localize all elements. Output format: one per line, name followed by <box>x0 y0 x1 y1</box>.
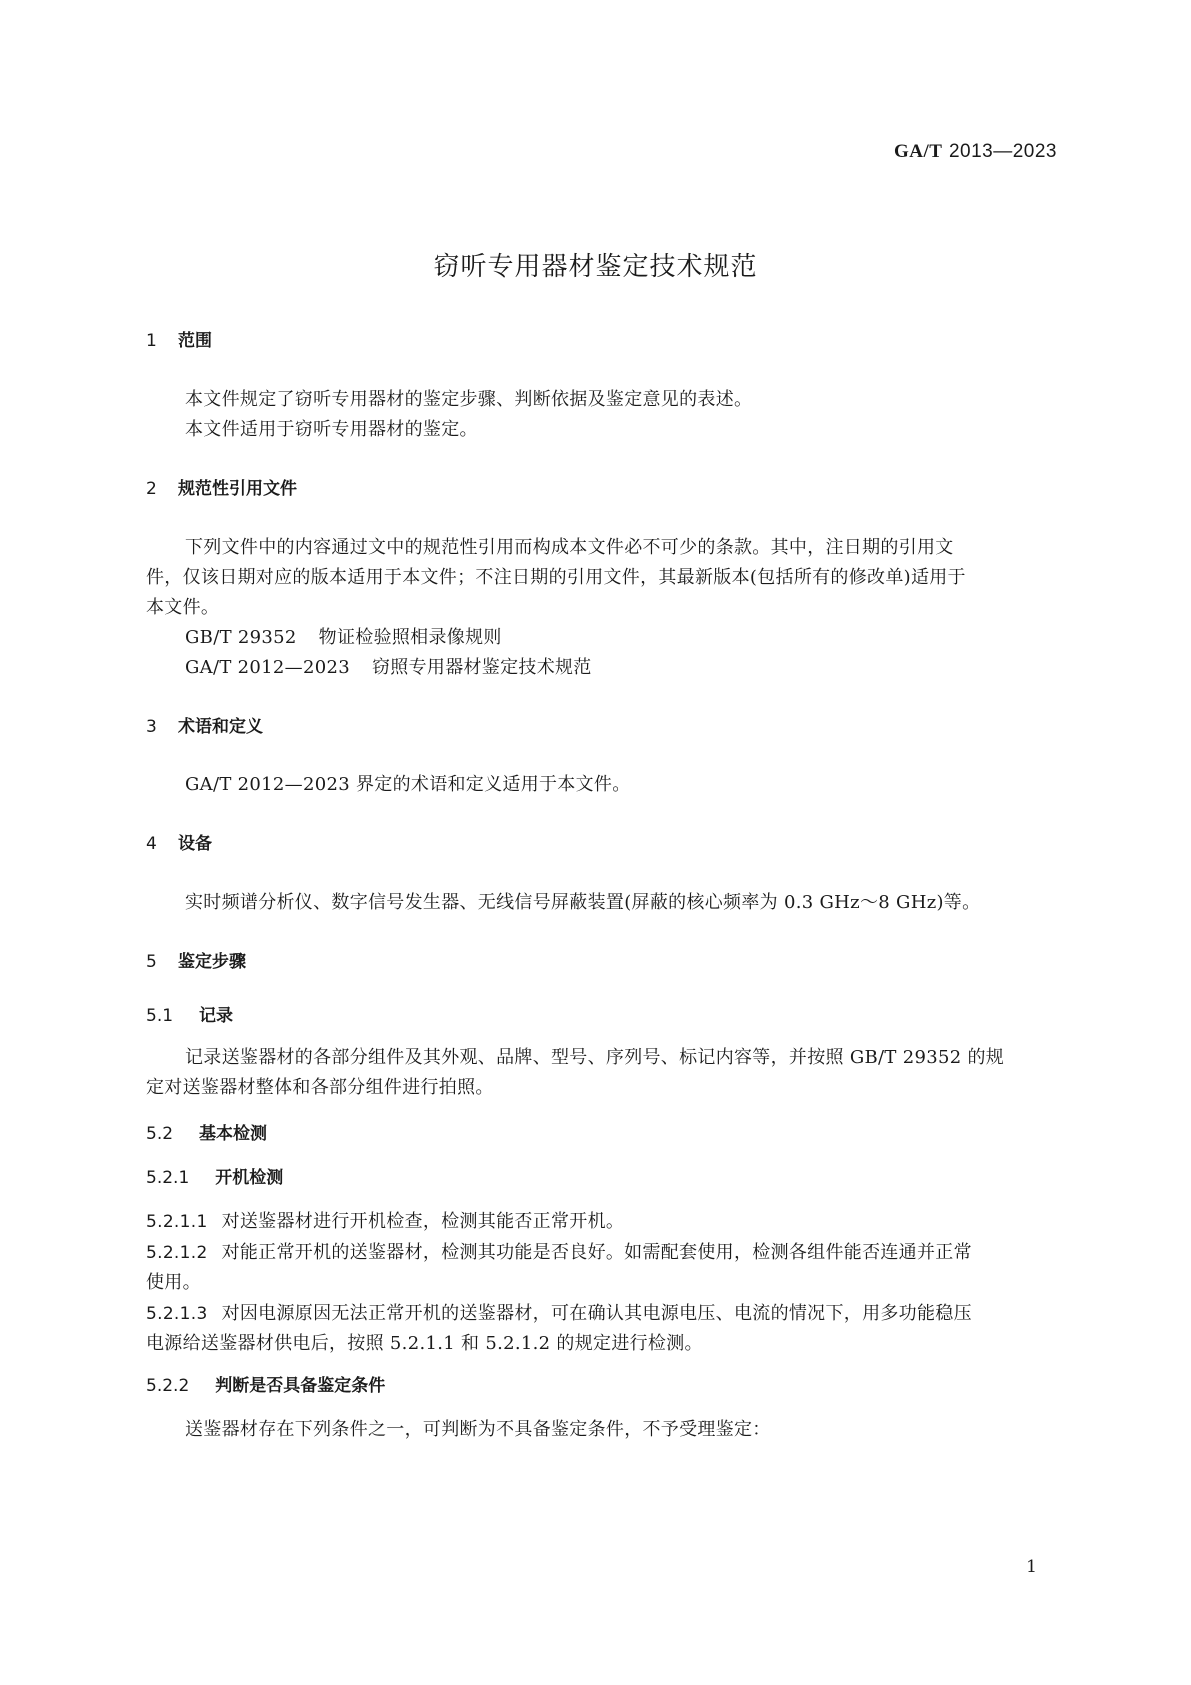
section-2-paragraph-line-3: 本文件。 <box>146 597 220 618</box>
section-title: 范围 <box>178 331 212 351</box>
standard-prefix: GA/T <box>893 141 943 162</box>
clause-5-2-1-3-continuation: 电源给送鉴器材供电后，按照 5.2.1.1 和 5.2.1.2 的规定进行检测。 <box>146 1333 703 1354</box>
reference-item <box>185 623 502 649</box>
standard-code <box>894 140 1057 163</box>
reference-item <box>185 653 592 679</box>
subsection-5-2-2-heading <box>146 1371 385 1396</box>
section-number: 4 <box>146 834 157 854</box>
section-3-paragraph: GA/T 2012—2023 界定的术语和定义适用于本文件。 <box>185 774 631 795</box>
document-title: 窃听专用器材鉴定技术规范 <box>433 252 758 282</box>
clause-text: 对能正常开机的送鉴器材，检测其功能是否良好。如需配套使用，检测各组件能否连通并正常 <box>221 1242 972 1263</box>
section-1-paragraph-2: 本文件适用于窃听专用器材的鉴定。 <box>185 419 478 440</box>
subsection-5-2-1-heading <box>146 1163 283 1188</box>
reference-code: GA/T 2012—2023 <box>185 657 350 678</box>
subsection-5-1-paragraph-line-2: 定对送鉴器材整体和各部分组件进行拍照。 <box>146 1077 494 1098</box>
section-3-heading <box>146 712 263 737</box>
subsection-5-1-paragraph-line-1: 记录送鉴器材的各部分组件及其外观、品牌、型号、序列号、标记内容等，并按照 GB/T 29352 的规 <box>185 1047 1005 1068</box>
section-number: 2 <box>146 479 157 499</box>
subsection-title: 开机检测 <box>215 1168 284 1188</box>
clause-text: 对因电源原因无法正常开机的送鉴器材，可在确认其电源电压、电流的情况下，用多功能稳压 <box>221 1303 972 1324</box>
clause-number: 5.2.1.3 <box>146 1304 208 1324</box>
clause-5-2-1-1 <box>146 1207 624 1233</box>
clause-number: 5.2.1.1 <box>146 1212 208 1232</box>
section-number: 3 <box>146 717 157 737</box>
section-title: 规范性引用文件 <box>178 479 297 499</box>
section-4-paragraph: 实时频谱分析仪、数字信号发生器、无线信号屏蔽装置(屏蔽的核心频率为 0.3 GHz～8 GHz)等。 <box>185 892 981 913</box>
subsection-5-1-heading <box>146 1001 233 1026</box>
reference-name: 物证检验照相录像规则 <box>318 627 502 648</box>
section-4-heading <box>146 829 212 854</box>
subsection-5-2-heading <box>146 1119 267 1144</box>
section-1-paragraph-1: 本文件规定了窃听专用器材的鉴定步骤、判断依据及鉴定意见的表述。 <box>185 389 753 410</box>
section-5-heading <box>146 947 246 972</box>
subsection-5-2-2-paragraph: 送鉴器材存在下列条件之一，可判断为不具备鉴定条件，不予受理鉴定： <box>185 1419 771 1440</box>
section-title: 鉴定步骤 <box>178 952 246 972</box>
section-2-heading <box>146 474 297 499</box>
subsection-title: 基本检测 <box>199 1124 268 1144</box>
page-number: 1 <box>1026 1557 1037 1577</box>
section-number: 5 <box>146 952 157 972</box>
clause-5-2-1-2 <box>146 1238 972 1264</box>
clause-5-2-1-3 <box>146 1299 972 1325</box>
subsection-number: 5.2 <box>146 1124 174 1144</box>
section-title: 设备 <box>178 834 212 854</box>
subsection-title: 记录 <box>199 1006 234 1026</box>
section-2-paragraph-line-1: 下列文件中的内容通过文中的规范性引用而构成本文件必不可少的条款。其中，注日期的引用文 <box>185 537 954 558</box>
section-2-paragraph-line-2: 件，仅该日期对应的版本适用于本文件；不注日期的引用文件，其最新版本(包括所有的修改单)适用于 <box>146 567 966 588</box>
clause-5-2-1-2-continuation: 使用。 <box>146 1272 201 1293</box>
subsection-number: 5.1 <box>146 1006 174 1026</box>
section-number: 1 <box>146 331 157 351</box>
section-title: 术语和定义 <box>178 717 263 737</box>
standard-number: 2013—2023 <box>948 141 1057 162</box>
clause-text: 对送鉴器材进行开机检查，检测其能否正常开机。 <box>221 1211 625 1232</box>
subsection-title: 判断是否具备鉴定条件 <box>215 1376 386 1396</box>
reference-name: 窃照专用器材鉴定技术规范 <box>372 657 592 678</box>
reference-code: GB/T 29352 <box>185 627 297 648</box>
section-1-heading <box>146 326 212 351</box>
subsection-number: 5.2.1 <box>146 1168 190 1188</box>
clause-number: 5.2.1.2 <box>146 1243 208 1263</box>
subsection-number: 5.2.2 <box>146 1376 190 1396</box>
